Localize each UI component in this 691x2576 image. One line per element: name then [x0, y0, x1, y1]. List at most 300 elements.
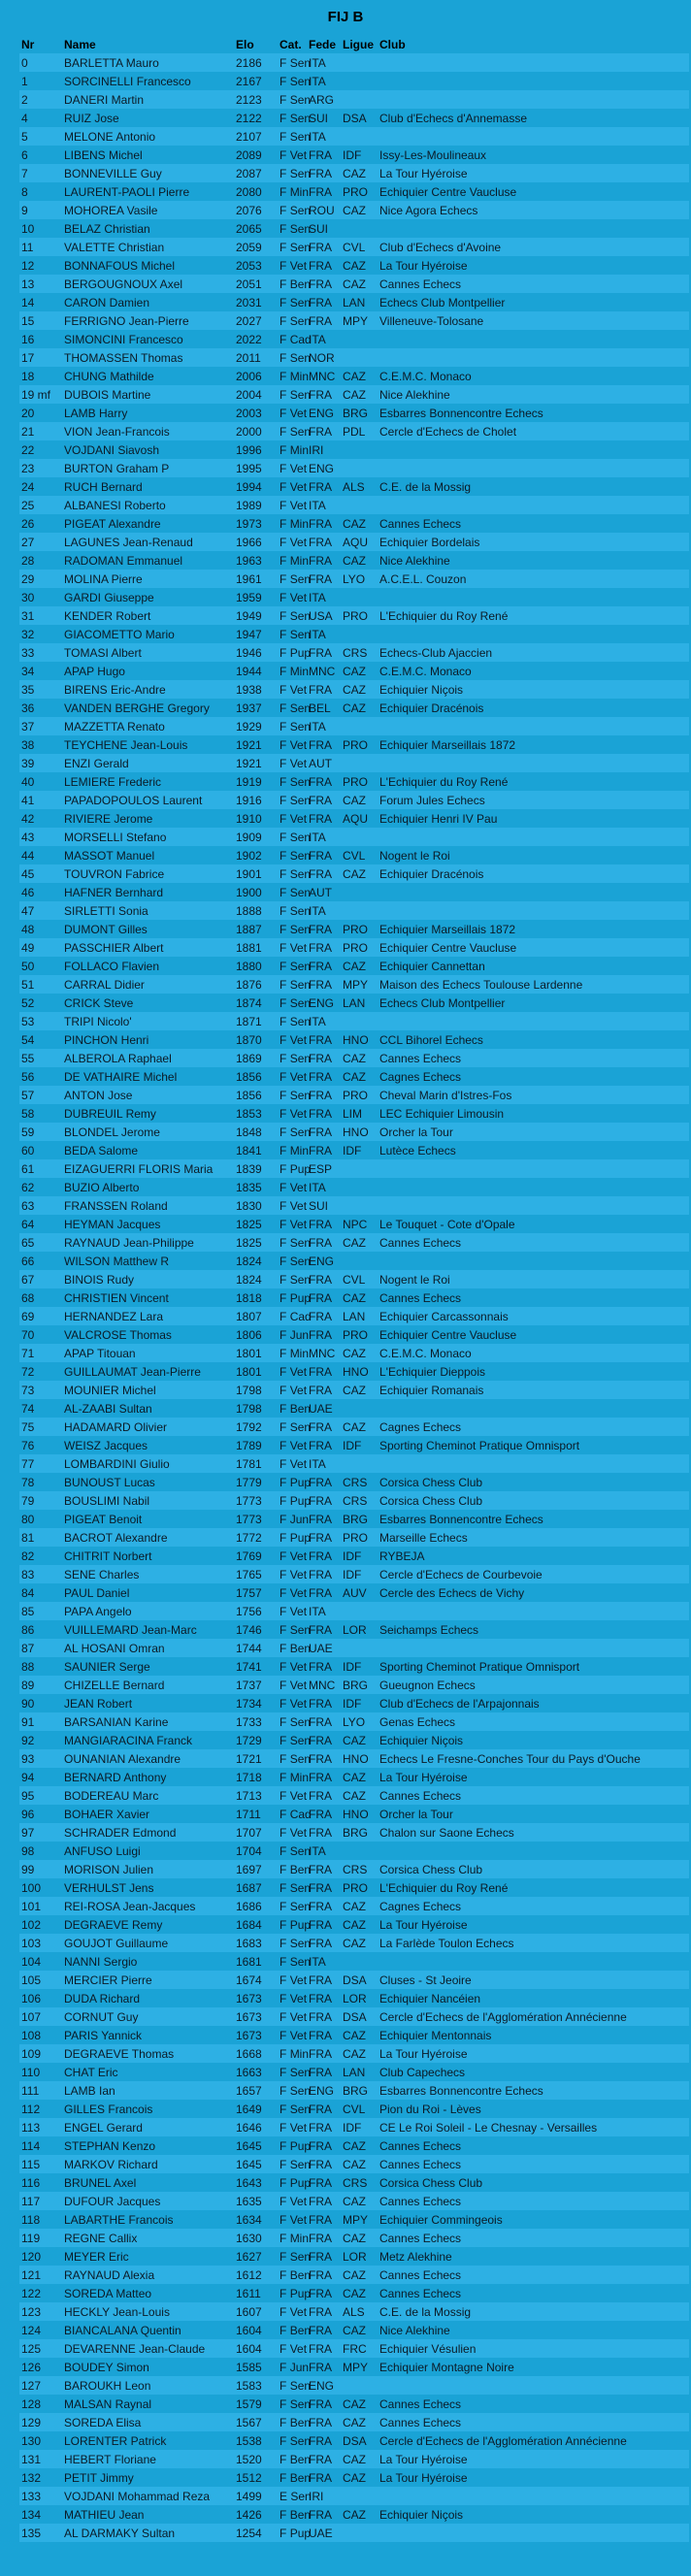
cell-cat	[278, 2431, 312, 2450]
cell-nr: 34	[21, 664, 35, 678]
cell-cat	[278, 994, 312, 1012]
cell-elo: 2003	[236, 406, 262, 420]
cell-cat-flag: F	[280, 147, 287, 162]
cell-elo: 1921	[236, 737, 262, 752]
cell-nr: 101	[21, 1899, 42, 1913]
cell-cat-flag: F	[280, 701, 287, 715]
cell-elo: 2022	[236, 332, 262, 346]
cell-club: C.E.M.C. Monaco	[379, 664, 472, 678]
cell-club	[378, 2524, 689, 2542]
cell-club: Echiquier Centre Vaucluse	[379, 1327, 517, 1342]
cell-cat-flag: F	[280, 627, 287, 641]
cell-club: Echiquier Vésulien	[379, 2341, 477, 2356]
cell-ligue: IDF	[343, 1143, 362, 1158]
cell-club	[378, 828, 689, 846]
cell-cat	[278, 1362, 307, 1381]
table-row	[19, 330, 689, 348]
cell-fede: FRA	[309, 1714, 332, 1729]
cell-fede: FRA	[309, 1235, 332, 1250]
cell-cat	[278, 551, 310, 570]
cell-cat	[278, 1547, 307, 1565]
cell-cat	[278, 1123, 312, 1141]
table-row	[19, 164, 689, 182]
cell-ligue: CVL	[343, 240, 366, 254]
cell-ligue: MPY	[343, 313, 369, 328]
cell-fede: FRA	[309, 387, 332, 402]
cell-fede: FRA	[309, 1825, 332, 1840]
cell-nr: 118	[21, 2212, 41, 2227]
cell-club	[378, 459, 689, 477]
cell-ligue: CAZ	[343, 1383, 366, 1397]
table-row	[19, 551, 689, 570]
table-row	[19, 2026, 689, 2044]
cell-fede: MNC	[309, 369, 336, 383]
cell-club	[378, 440, 689, 459]
cell-cat-value: Vet	[289, 1991, 308, 2005]
cell-club	[378, 1952, 689, 1971]
cell-elo: 2087	[236, 166, 262, 180]
cell-elo: 1729	[236, 1733, 262, 1747]
cell-elo: 1881	[236, 940, 262, 955]
table-row	[19, 662, 689, 680]
cell-nr: 11	[21, 240, 34, 254]
cell-club: La Tour Hyéroise	[379, 1917, 468, 1932]
cell-cat-flag: E	[280, 2489, 288, 2503]
cell-name: ENZI Gerald	[64, 756, 129, 770]
cell-cat-value: Sen	[289, 719, 312, 734]
cell-fede: FRA	[309, 2046, 332, 2061]
cell-elo: 1871	[236, 1014, 262, 1028]
cell-ligue: CAZ	[343, 1770, 366, 1784]
cell-ligue: CAZ	[343, 369, 366, 383]
cell-elo: 1757	[236, 1585, 262, 1600]
cell-cat	[278, 699, 312, 717]
cell-cat	[278, 2358, 310, 2376]
header-name: Name	[64, 37, 96, 51]
cell-elo: 1909	[236, 830, 262, 844]
cell-elo: 1741	[236, 1659, 262, 1674]
cell-ligue: HNO	[343, 1032, 369, 1047]
table-row	[19, 1749, 689, 1768]
cell-elo: 1792	[236, 1419, 262, 1434]
cell-cat-flag: F	[280, 1438, 287, 1452]
cell-nr: 5	[21, 129, 28, 144]
cell-fede: MNC	[309, 1678, 336, 1692]
cell-club: Cannes Echecs	[379, 2157, 462, 2171]
cell-elo: 1713	[236, 1788, 262, 1803]
cell-club: Issy-Les-Moulineaux	[379, 147, 487, 162]
cell-nr: 103	[21, 1936, 42, 1950]
cell-ligue: CAZ	[343, 866, 366, 881]
cell-cat-value: Sen	[289, 74, 312, 88]
cell-club: Cannes Echecs	[379, 2286, 462, 2300]
cell-fede: FRA	[309, 2286, 332, 2300]
cell-nr: 61	[21, 1161, 35, 1176]
table-row	[19, 256, 689, 275]
cell-ligue: CAZ	[343, 1733, 366, 1747]
cell-cat-value: Sen	[289, 92, 312, 107]
cell-ligue: CAZ	[343, 277, 366, 291]
cell-ligue: CAZ	[343, 203, 366, 217]
cell-club: Seichamps Echecs	[379, 1622, 479, 1637]
cell-elo: 1718	[236, 1770, 262, 1784]
cell-name: HERNANDEZ Lara	[64, 1309, 164, 1323]
cell-elo: 1687	[236, 1880, 262, 1895]
cell-cat	[278, 901, 312, 920]
cell-ligue: CAZ	[343, 1235, 366, 1250]
cell-cat	[278, 1823, 307, 1842]
cell-cat-flag: F	[280, 774, 287, 789]
header-fede: Fede	[309, 37, 337, 51]
table-row	[19, 2155, 689, 2173]
cell-club: Villeneuve-Tolosane	[379, 313, 484, 328]
cell-elo: 1704	[236, 1843, 262, 1858]
cell-elo: 1779	[236, 1475, 262, 1489]
cell-elo: 1887	[236, 922, 262, 936]
cell-cat	[278, 90, 312, 109]
cell-cat-flag: F	[280, 1143, 287, 1158]
cell-fede: FRA	[309, 1051, 332, 1065]
cell-nr: 44	[21, 848, 35, 863]
cell-name: LORENTER Patrick	[64, 2433, 167, 2448]
cell-cat	[278, 2173, 312, 2192]
cell-cat	[278, 496, 307, 514]
cell-ligue: FRC	[343, 2341, 367, 2356]
cell-club: Echiquier Mentonnais	[379, 2028, 492, 2042]
cell-elo: 2011	[236, 350, 261, 365]
cell-cat-flag: F	[280, 959, 287, 973]
cell-cat-flag: F	[280, 571, 287, 586]
cell-cat-value: Pup	[289, 1493, 312, 1508]
cell-cat-value: Vet	[289, 2341, 308, 2356]
table-row	[19, 2192, 689, 2210]
cell-name: PAPA Angelo	[64, 1604, 132, 1618]
cell-cat-flag: F	[280, 184, 287, 199]
cell-fede: FRA	[309, 2433, 332, 2448]
cell-cat-flag: F	[280, 424, 287, 439]
cell-ligue: AUV	[343, 1585, 367, 1600]
cell-name: RIVIERE Jerome	[64, 811, 153, 826]
cell-fede: FRA	[309, 1364, 332, 1379]
cell-name: NANNI Sergio	[64, 1954, 138, 1969]
cell-name: MOUNIER Michel	[64, 1383, 156, 1397]
cell-name: SENE Charles	[64, 1567, 140, 1581]
cell-ligue: CAZ	[343, 2194, 366, 2208]
cell-cat	[278, 1989, 307, 2007]
cell-nr: 20	[21, 406, 35, 420]
cell-nr: 81	[21, 1530, 35, 1545]
cell-cat-value: Vet	[289, 2028, 308, 2042]
cell-cat-flag: F	[280, 2378, 287, 2393]
cell-fede: ROU	[309, 203, 335, 217]
cell-name: APAP Titouan	[64, 1346, 136, 1360]
cell-fede: ITA	[309, 719, 326, 734]
cell-cat	[278, 957, 312, 975]
cell-cat-flag: F	[280, 258, 287, 273]
cell-fede: ITA	[309, 903, 326, 918]
cell-club: La Tour Hyéroise	[379, 258, 468, 273]
cell-elo: 2006	[236, 369, 262, 383]
cell-cat	[278, 1178, 307, 1196]
cell-cat-flag: F	[280, 111, 287, 125]
cell-cat-flag: F	[280, 74, 287, 88]
cell-cat-value: Cad	[289, 1309, 312, 1323]
cell-club	[378, 625, 689, 643]
table-row	[19, 1823, 689, 1842]
cell-cat-value: Sen	[289, 608, 312, 623]
cell-ligue	[341, 1639, 378, 1657]
cell-club: Corsica Chess Club	[379, 1493, 483, 1508]
cell-cat-value: Sen	[289, 1843, 312, 1858]
cell-name: SOREDA Matteo	[64, 2286, 152, 2300]
cell-nr: 107	[21, 2009, 42, 2024]
cell-elo: 1773	[236, 1493, 262, 1508]
cell-ligue: CAZ	[343, 387, 366, 402]
cell-ligue: DSA	[343, 1973, 367, 1987]
cell-cat	[278, 164, 312, 182]
cell-ligue: PRO	[343, 184, 369, 199]
cell-cat-value: Sen	[289, 848, 312, 863]
cell-ligue	[341, 625, 378, 643]
cell-cat-value: Min	[289, 516, 310, 531]
cell-cat-flag: F	[280, 1272, 287, 1287]
cell-elo: 1645	[236, 2138, 262, 2153]
cell-nr: 129	[21, 2415, 42, 2429]
cell-name: SCHRADER Edmond	[64, 1825, 177, 1840]
table-row	[19, 2321, 689, 2339]
cell-cat	[278, 2284, 312, 2302]
cell-elo: 1876	[236, 977, 262, 992]
cell-fede: FRA	[309, 1125, 332, 1139]
cell-fede: FRA	[309, 277, 332, 291]
cell-club: Echiquier Niçois	[379, 2507, 464, 2522]
cell-cat-value: Sen	[289, 240, 312, 254]
cell-name: MANGIARACINA Franck	[64, 1733, 193, 1747]
cell-elo: 1765	[236, 1567, 262, 1581]
cell-ligue: LAN	[343, 1309, 366, 1323]
cell-fede: FRA	[309, 147, 332, 162]
cell-nr: 79	[21, 1493, 35, 1508]
cell-club: Cercle d'Echecs de l'Agglomération Annécienne	[379, 2009, 627, 2024]
cell-cat-flag: F	[280, 2194, 287, 2208]
cell-cat-flag: F	[280, 977, 287, 992]
table-row	[19, 1049, 689, 1067]
cell-ligue: IDF	[343, 1549, 362, 1563]
cell-name: CHAT Eric	[64, 2065, 118, 2079]
cell-name: HAFNER Bernhard	[64, 885, 164, 899]
cell-cat-value: Sen	[289, 2249, 312, 2264]
cell-elo: 1856	[236, 1088, 262, 1102]
cell-nr: 64	[21, 1217, 35, 1231]
cell-nr: 13	[21, 277, 35, 291]
cell-cat-value: Vet	[289, 940, 308, 955]
table-row	[19, 1344, 689, 1362]
cell-nr: 108	[21, 2028, 42, 2042]
cell-name: VOJDANI Mohammad Reza	[64, 2489, 211, 2503]
cell-elo: 2051	[236, 277, 262, 291]
table-row	[19, 2007, 689, 2026]
cell-club: Marseille Echecs	[379, 1530, 468, 1545]
cell-elo: 2186	[236, 55, 262, 70]
cell-cat-flag: F	[280, 1088, 287, 1102]
cell-cat-value: Vet	[289, 811, 308, 826]
cell-cat-flag: F	[280, 479, 287, 494]
cell-cat-value: Pup	[289, 645, 312, 660]
cell-name: TRIPI Nicolo'	[64, 1014, 132, 1028]
cell-cat-value: Vet	[289, 2009, 308, 2024]
cell-nr: 94	[21, 1770, 35, 1784]
cell-ligue: AQU	[343, 535, 369, 549]
cell-name: BOUSLIMI Nabil	[64, 1493, 150, 1508]
table-row	[19, 146, 689, 164]
cell-cat-flag: F	[280, 2507, 287, 2522]
cell-club	[378, 1012, 689, 1030]
cell-ligue	[341, 2524, 378, 2542]
cell-name: BONNEVILLE Guy	[64, 166, 162, 180]
cell-name: DEVARENNE Jean-Claude	[64, 2341, 206, 2356]
cell-cat-value: Vet	[289, 1180, 308, 1194]
cell-nr: 132	[21, 2470, 42, 2485]
cell-cat-value: Sen	[289, 2433, 312, 2448]
cell-fede: USA	[309, 608, 333, 623]
cell-cat-value: Sen	[289, 295, 312, 310]
cell-cat	[278, 1860, 312, 1878]
cell-cat-value: Min	[289, 1770, 310, 1784]
cell-fede: FRA	[309, 922, 332, 936]
cell-ligue: CAZ	[343, 682, 366, 697]
cell-elo: 2004	[236, 387, 262, 402]
cell-cat-value: Pup	[289, 1290, 312, 1305]
table-row	[19, 938, 689, 957]
cell-cat	[278, 1620, 312, 1639]
cell-nr: 96	[21, 1807, 35, 1821]
table-row	[19, 699, 689, 717]
cell-fede: FRA	[309, 1880, 332, 1895]
cell-nr: 50	[21, 959, 35, 973]
cell-elo: 1657	[236, 2083, 262, 2098]
cell-ligue	[341, 1454, 378, 1473]
cell-cat	[278, 127, 312, 146]
cell-elo: 1830	[236, 1198, 262, 1213]
cell-ligue: LIM	[343, 1106, 363, 1121]
cell-cat	[278, 1805, 312, 1823]
cell-elo: 1902	[236, 848, 262, 863]
cell-cat-flag: F	[280, 737, 287, 752]
cell-cat-value: Vet	[289, 1788, 308, 1803]
cell-name: THOMASSEN Thomas	[64, 350, 183, 365]
cell-cat-value: Vet	[289, 1973, 308, 1987]
cell-fede: FRA	[309, 2397, 332, 2411]
cell-cat	[278, 1676, 307, 1694]
cell-nr: 100	[21, 1880, 42, 1895]
cell-nr: 111	[21, 2083, 40, 2098]
cell-name: SIRLETTI Sonia	[64, 903, 148, 918]
table-row	[19, 772, 689, 791]
table-row	[19, 2210, 689, 2229]
table-row	[19, 1676, 689, 1694]
cell-name: LABARTHE Francois	[64, 2212, 174, 2227]
cell-cat-flag: F	[280, 2341, 287, 2356]
cell-cat-flag: F	[280, 1254, 287, 1268]
cell-club: Cannes Echecs	[379, 2415, 462, 2429]
cell-cat	[278, 311, 312, 330]
table-row	[19, 883, 689, 901]
cell-fede: FRA	[309, 1419, 332, 1434]
cell-ligue: CAZ	[343, 2470, 366, 2485]
table-row	[19, 570, 689, 588]
cell-ligue: HNO	[343, 1807, 369, 1821]
cell-cat-value: Vet	[289, 737, 308, 752]
table-row	[19, 957, 689, 975]
cell-name: BOUDEY Simon	[64, 2360, 149, 2374]
cell-elo: 1880	[236, 959, 262, 973]
cell-elo: 1583	[236, 2378, 262, 2393]
cell-cat	[278, 606, 312, 625]
cell-cat	[278, 717, 312, 735]
cell-ligue: CAZ	[343, 2138, 366, 2153]
cell-club: Sporting Cheminot Pratique Omnisport	[379, 1438, 580, 1452]
cell-name: CARON Damien	[64, 295, 150, 310]
cell-elo: 1835	[236, 1180, 262, 1194]
cell-ligue: LOR	[343, 1622, 367, 1637]
table-row	[19, 1399, 689, 1418]
table-row	[19, 1768, 689, 1786]
cell-cat	[278, 1565, 307, 1583]
cell-club: Le Touquet - Cote d'Opale	[379, 1217, 515, 1231]
cell-club: Cagnes Echecs	[379, 1899, 462, 1913]
cell-cat-flag: F	[280, 2102, 287, 2116]
cell-name: JEAN Robert	[64, 1696, 133, 1711]
cell-nr: 110	[21, 2065, 41, 2079]
table-row	[19, 2284, 689, 2302]
cell-name: DUDA Richard	[64, 1991, 141, 2005]
table-row	[19, 1381, 689, 1399]
cell-cat-flag: F	[280, 1327, 287, 1342]
cell-fede: FRA	[309, 2157, 332, 2171]
cell-elo: 1966	[236, 535, 262, 549]
cell-club: La Farlède Toulon Echecs	[379, 1936, 514, 1950]
table-row	[19, 2266, 689, 2284]
cell-name: LEMIERE Frederic	[64, 774, 162, 789]
header-nr: Nr	[21, 37, 35, 51]
cell-cat-flag: F	[280, 1585, 287, 1600]
cell-ligue: HNO	[343, 1751, 369, 1766]
cell-cat-value: Sen	[289, 830, 312, 844]
cell-ligue: CVL	[343, 1272, 366, 1287]
cell-club	[378, 901, 689, 920]
cell-nr: 57	[21, 1088, 35, 1102]
cell-fede: FRA	[309, 2249, 332, 2264]
cell-name: LOMBARDINI Giulio	[64, 1456, 170, 1471]
cell-cat-value: Sen	[289, 424, 312, 439]
cell-name: BERNARD Anthony	[64, 1770, 167, 1784]
cell-cat-value: Sen	[289, 350, 312, 365]
cell-cat	[278, 1583, 307, 1602]
cell-name: ALBEROLA Raphael	[64, 1051, 172, 1065]
cell-elo: 2080	[236, 184, 262, 199]
cell-elo: 1635	[236, 2194, 262, 2208]
cell-cat-value: Vet	[289, 590, 308, 604]
cell-nr: 54	[21, 1032, 35, 1047]
table-row	[19, 717, 689, 735]
cell-cat-flag: F	[280, 2470, 287, 2485]
cell-cat-flag: F	[280, 590, 287, 604]
cell-ligue: CAZ	[343, 959, 366, 973]
cell-nr: 2	[21, 92, 28, 107]
cell-club	[378, 53, 689, 72]
cell-cat-flag: F	[280, 664, 287, 678]
cell-ligue: CAZ	[343, 2452, 366, 2466]
